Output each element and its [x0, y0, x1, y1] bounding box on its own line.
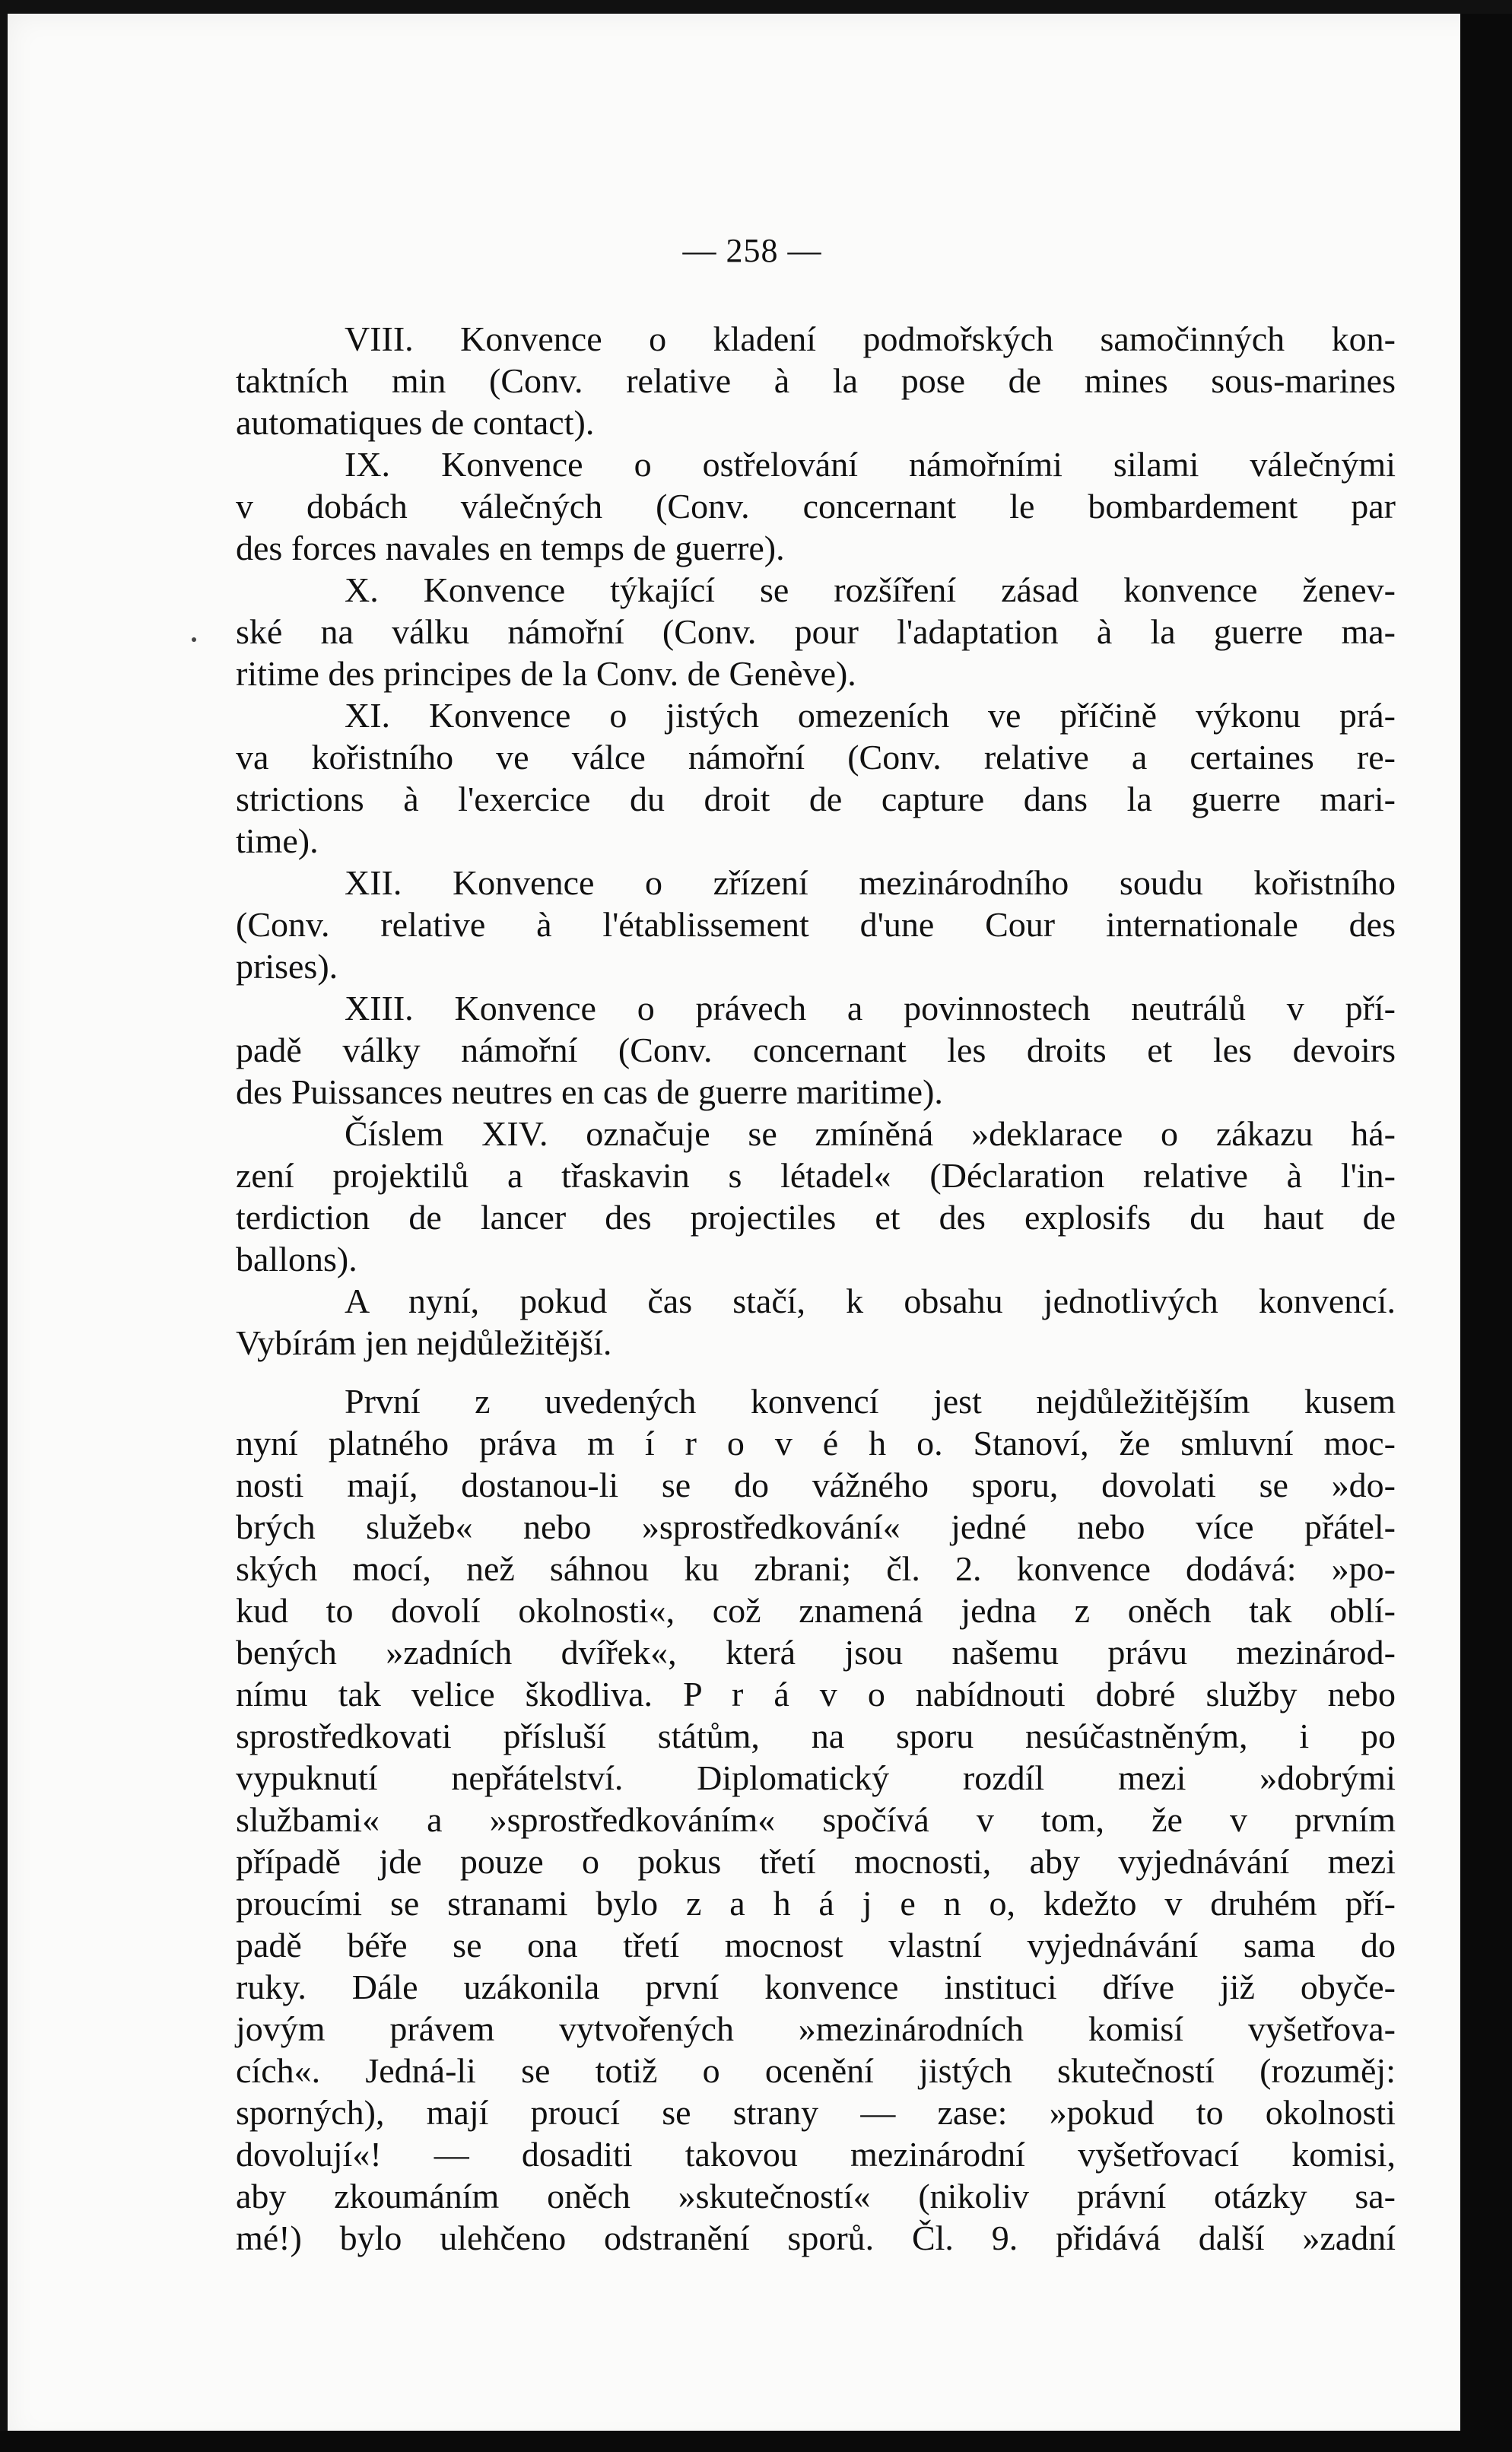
text-line: bených »zadních dvířek«, která jsou našemu právu mezinárod-: [236, 1633, 1396, 1672]
text-line: sporných), mají proucí se strany — zase: »pokud to okolnosti: [236, 2093, 1396, 2132]
text-line: nosti mají, dostanou-li se do vážného sporu, dovolati se »do-: [236, 1466, 1396, 1504]
text-line: XIII. Konvence o právech a povinnostech neutrálů v pří-: [345, 989, 1396, 1027]
text-line: strictions à l'exercice du droit de capture dans la guerre mari-: [236, 780, 1396, 818]
text-line: padě války námořní (Conv. concernant les droits et les devoirs: [236, 1031, 1396, 1069]
text-line: (Conv. relative à l'établissement d'une Cour internationale des: [236, 905, 1396, 944]
text-line: zení projektilů a třaskavin s létadel« (Déclaration relative à l'in-: [236, 1156, 1396, 1195]
text-line: sprostředkovati přísluší státům, na sporu nesúčastněným, i po: [236, 1717, 1396, 1755]
text-line: Číslem XIV. označuje se zmíněná »deklarace o zákazu há-: [345, 1114, 1396, 1153]
text-line: brých služeb« nebo »sprostředkování« jedné nebo více přátel-: [236, 1507, 1396, 1546]
text-line: aby zkoumáním oněch »skutečností« (nikoliv právní otázky sa-: [236, 2177, 1396, 2215]
text-line: Vybírám jen nejdůležitější.: [236, 1323, 612, 1362]
text-line: A nyní, pokud čas stačí, k obsahu jednotlivých konvencí.: [345, 1282, 1396, 1320]
text-line: XII. Konvence o zřízení mezinárodního soudu kořistního: [345, 863, 1396, 902]
text-line: terdiction de lancer des projectiles et des explosifs du haut de: [236, 1198, 1396, 1237]
text-line: vypuknutí nepřátelství. Diplomatický rozdíl mezi »dobrými: [236, 1758, 1396, 1797]
text-line: VIII. Konvence o kladení podmořských samočinných kon-: [345, 319, 1396, 358]
text-line: mé!) bylo ulehčeno odstranění sporů. Čl. 9. přidává další »zadní: [236, 2219, 1396, 2257]
scan-border-right: [1460, 14, 1512, 2452]
text-line: ských mocí, než sáhnou ku zbrani; čl. 2. konvence dodává: »po-: [236, 1549, 1396, 1588]
text-line: případě jde pouze o pokus třetí mocnosti, aby vyjednávání mezi: [236, 1842, 1396, 1881]
text-line: ballons).: [236, 1240, 357, 1278]
text-line: nyní platného práva m í r o v é h o. Stanoví, že smluvní moc-: [236, 1424, 1396, 1463]
text-line: službami« a »sprostředkováním« spočívá v tom, že v prvním: [236, 1800, 1396, 1839]
text-line: prises).: [236, 947, 338, 986]
text-line: IX. Konvence o ostřelování námořními silami válečnými: [345, 445, 1396, 484]
book-page: [8, 14, 1497, 2444]
text-line: des forces navales en temps de guerre).: [236, 529, 785, 567]
body-text: [236, 318, 1396, 2259]
text-line: jovým právem vytvořených »mezinárodních komisí vyšetřova-: [236, 2009, 1396, 2048]
scan-border-bottom: [0, 2431, 1512, 2452]
text-line: První z uvedených konvencí jest nejdůležitějším kusem: [345, 1382, 1396, 1421]
text-line: time).: [236, 821, 319, 860]
text-line: XI. Konvence o jistých omezeních ve příčině výkonu prá-: [345, 696, 1396, 735]
text-line: v dobách válečných (Conv. concernant le bombardement par: [236, 487, 1396, 526]
text-line: taktních min (Conv. relative à la pose de mines sous-marines: [236, 361, 1396, 400]
text-line: X. Konvence týkající se rozšíření zásad konvence ženev-: [345, 570, 1396, 609]
text-line: padě béře se ona třetí mocnost vlastní vyjednávání sama do: [236, 1926, 1396, 1964]
text-line: dovolují«! — dosaditi takovou mezinárodní vyšetřovací komisi,: [236, 2135, 1396, 2174]
text-line: des Puissances neutres en cas de guerre maritime).: [236, 1072, 943, 1111]
text-line: ruky. Dále uzákonila první konvence instituci dříve již obyče-: [236, 1968, 1396, 2006]
text-line: proucími se stranami bylo z a h á j e n o, kdežto v druhém pří-: [236, 1884, 1396, 1923]
text-line: cích«. Jedná-li se totiž o ocenění jistých skutečností (rozuměj:: [236, 2051, 1396, 2090]
text-line: nímu tak velice škodliva. P r á v o nabídnouti dobré služby nebo: [236, 1675, 1396, 1714]
text-line: ritime des principes de la Conv. de Genève).: [236, 654, 856, 693]
text-line: ské na válku námořní (Conv. pour l'adaptation à la guerre ma-: [236, 612, 1396, 651]
paragraph-gap: [236, 1364, 1396, 1380]
text-line: va kořistního ve válce námořní (Conv. relative a certaines re-: [236, 738, 1396, 777]
margin-mark: [192, 637, 196, 642]
text-line: automatiques de contact).: [236, 403, 595, 442]
text-line: kud to dovolí okolnosti«, což znamená jedna z oněch tak oblí-: [236, 1591, 1396, 1630]
page-number: — 258 —: [682, 232, 822, 269]
